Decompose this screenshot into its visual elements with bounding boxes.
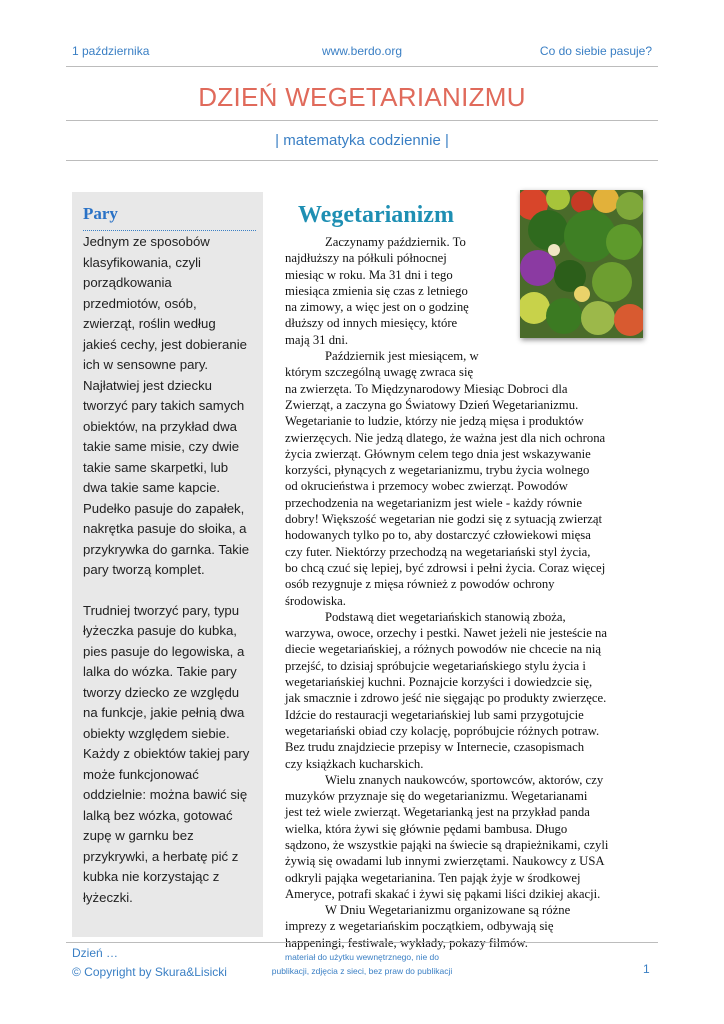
article-paragraph: Podstawą diet wegetariańskich stanowią zboża, warzywa, owoce, orzechy i pestki. Nawet jeżeli nie jesteście na diecie wegetariańskiej, a różnych powodów nie chcecie na nią przejść, to dzisiaj spróbujcie wegetariańskiego stylu życia i wegetariańskiej kuchni. Poznajcie korzyści i dowiedzcie się, jak smacznie i zdrowo jeść nie sięgając po produkty zwierzęce. Idźcie do restauracji wegetariańskiej lub sami przygotujcie wegetariański obiad czy kolację, popróbujcie różnych potraw. Bez trudu znajdziecie przepisy w Internecie, czasopismach czy książkach kucharskich. <box>285 609 607 771</box>
footer-copyright: © Copyright by Skura&Lisicki <box>72 965 227 979</box>
article-paragraph: Wielu znanych naukowców, sportowców, aktorów, czy muzyków przyznaje się do wegetarianizmu. Wegetarianami jest też wiele zwierząt. Wegetarianką jest na przykład panda wielka, która żywi się głównie pędami bambusa. Długo sądzono, że wszystkie pająki na świecie są drapieżnikami, czyli żywią się owadami lub innymi zwierzętami. Naukowcy z USA odkryli pająka wegetarianina. Ten pająk żyje w środkowej Ameryce, potrafi skakać i żywi się pąkami liści dzikiej akacji. <box>285 772 609 901</box>
article-paragraph: W Dniu Wegetarianizmu organizowane są różne imprezy z wegetariańskim początkiem, odbywają się <box>285 903 571 934</box>
header-website-link[interactable]: www.berdo.org <box>321 44 403 58</box>
article-paragraph: Październik jest miesiącem, w którym szczególną uwagę zwraca się na zwierzęta. To Międzynarodowy Miesiąc Dobroci dla Zwierząt, a zaczyna go Światowy Dzień Wegetarianizmu. Wegetarianie to ludzie, którzy nie jedzą mięsa i produktów zwierzęcych. Nie jedzą dlatego, że ważna jest dla nich ochrona życia zwierząt. Głównym celem tego dnia jest wskazywanie korzyści, płynących z wegetarianizmu, trybu życia wolnego od okrucieństwa i przemocy wobec zwierząt. Powodów przechodzenia na wegetarianizm jest wiele - każdy równie dobry! Większość wegetarian nie godzi się z sytuacją zwierząt hodowanych tylko po to, aby dostarczyć człowiekowi mięsa czy futer. Niektórzy przechodzą na wegetariański styl życia, bo chcą czuć się lepiej, być zdrowsi i pełni życia. Coraz więcej osób rezygnuje z mięsa również z powodów ochrony środowiska. <box>285 349 606 608</box>
sidebar-panel <box>72 192 263 937</box>
header-rule <box>66 66 658 67</box>
sidebar-paragraph: Jednym ze sposobów klasyfikowania, czyli porządkowania przedmiotów, osób, zwierząt, roślin według jakieś cechy, jest dobieranie ich w sensowne pary. Najłatwiej jest dziecku tworzyć pary takich samych obiektów, na przykład dwa takie same misie, czy dwie takie same skarpetki, lub dwa takie same kapcie. Pudełko pasuje do zapałek, nakrętka pasuje do słoika, a przykrywka do garnka. Takie pary tworzą komplet. <box>83 234 250 577</box>
header-series: Co do siebie pasuje? <box>539 44 652 58</box>
sidebar-body <box>83 232 259 908</box>
article-heading: Wegetarianizm <box>298 202 454 228</box>
article-paragraph: Zaczynamy październik. To najdłuższy na półkuli północnej miesiąc w roku. Ma 31 dni i tego miesiąca zmienia się czas z letniego na zimowy, a więc jest on o godzinę dłuższy od innych miesięcy, które mają 31 dni. <box>285 235 469 347</box>
sidebar-heading: Pary <box>83 204 118 223</box>
subtitle-rule <box>66 160 658 161</box>
footer-note-line2: publikacji, zdjęcia z sieci, bez praw do publikacji <box>271 966 453 976</box>
article-body <box>285 234 657 951</box>
header-date: 1 października <box>72 44 150 58</box>
page-subtitle: | matematyka codziennie | <box>275 132 449 149</box>
page-number: 1 <box>643 962 650 976</box>
title-rule <box>66 120 658 121</box>
footer-rule <box>66 942 658 943</box>
sidebar-divider <box>83 230 256 231</box>
page-title: DZIEŃ WEGETARIANIZMU <box>198 82 526 112</box>
sidebar-paragraph: Trudniej tworzyć pary, typu łyżeczka pasuje do kubka, pies pasuje do legowiska, a lalka do wózka. Takie pary tworzy dziecko ze względu na funkcje, jakie pełnią dwa obiekty względem siebie. Każdy z obiektów takiej pary może funkcjonować oddzielnie: można bawić się lalką bez wózka, gotować zupę w garnku bez przykrywki, a herbatę pić z kubka nie korzystając z łyżeczki. <box>83 602 250 905</box>
footer-day: Dzień … <box>72 946 119 960</box>
footer-note-line1: materiał do użytku wewnętrznego, nie do <box>284 952 440 962</box>
